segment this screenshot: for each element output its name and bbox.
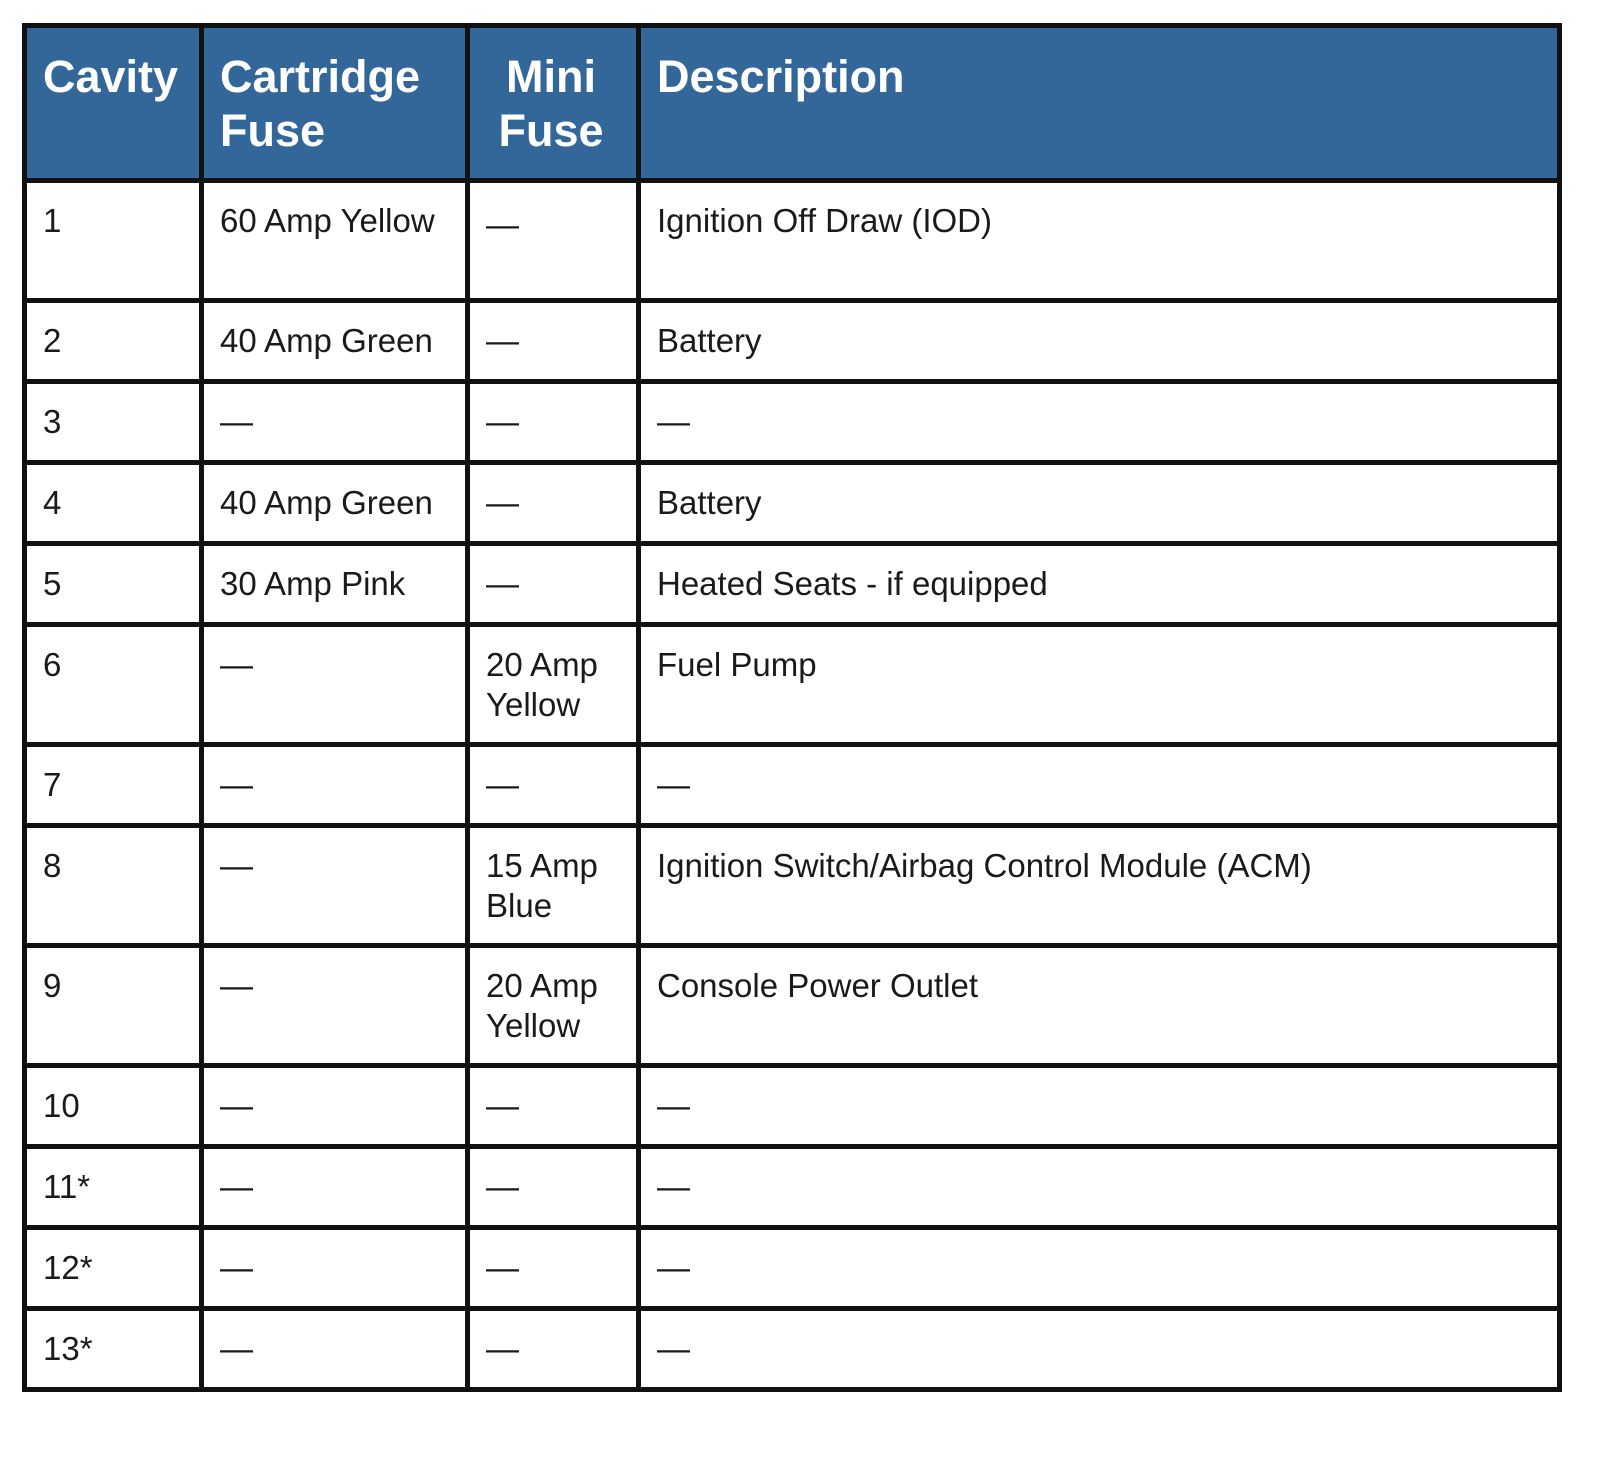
cell-mini: — (468, 181, 639, 301)
cell-cavity: 11* (25, 1147, 202, 1228)
cell-description: — (639, 382, 1560, 463)
fuse-table (22, 23, 1562, 1392)
cell-mini: 20 Amp Yellow (468, 946, 639, 1066)
cell-mini: — (468, 1066, 639, 1147)
table-header-row (25, 26, 1560, 181)
table-row (25, 1147, 1560, 1228)
cell-cavity: 6 (25, 625, 202, 745)
header-mini-fuse: Mini Fuse (468, 26, 639, 181)
table-row (25, 826, 1560, 946)
cell-cartridge: 40 Amp Green (202, 463, 468, 544)
table-row (25, 745, 1560, 826)
cell-cartridge: — (202, 382, 468, 463)
cell-cavity: 10 (25, 1066, 202, 1147)
cell-cavity: 3 (25, 382, 202, 463)
cell-cavity: 8 (25, 826, 202, 946)
cell-cartridge: — (202, 1228, 468, 1309)
cell-mini: — (468, 1309, 639, 1390)
cell-cartridge: 30 Amp Pink (202, 544, 468, 625)
cell-mini: 15 Amp Blue (468, 826, 639, 946)
cell-mini: — (468, 382, 639, 463)
cell-description: — (639, 1066, 1560, 1147)
table-row (25, 301, 1560, 382)
cell-description: Heated Seats - if equipped (639, 544, 1560, 625)
cell-cartridge: — (202, 745, 468, 826)
table-row (25, 1228, 1560, 1309)
header-cavity: Cavity (25, 26, 202, 181)
cell-cartridge: — (202, 1066, 468, 1147)
table-row (25, 1066, 1560, 1147)
cell-cavity: 4 (25, 463, 202, 544)
cell-description: Battery (639, 463, 1560, 544)
table-row (25, 544, 1560, 625)
cell-description: Console Power Outlet (639, 946, 1560, 1066)
table-row (25, 625, 1560, 745)
cell-cartridge: — (202, 1147, 468, 1228)
cell-mini: — (468, 745, 639, 826)
cell-mini: — (468, 1147, 639, 1228)
cell-description: — (639, 1228, 1560, 1309)
cell-description: — (639, 1309, 1560, 1390)
cell-description: Ignition Switch/Airbag Control Module (ACM) (639, 826, 1560, 946)
header-description: Description (639, 26, 1560, 181)
table-row (25, 1309, 1560, 1390)
table-row (25, 946, 1560, 1066)
cell-cavity: 9 (25, 946, 202, 1066)
cell-cavity: 7 (25, 745, 202, 826)
cell-description: Fuel Pump (639, 625, 1560, 745)
cell-mini: — (468, 463, 639, 544)
cell-cavity: 13* (25, 1309, 202, 1390)
cell-description: Ignition Off Draw (IOD) (639, 181, 1560, 301)
cell-description: — (639, 1147, 1560, 1228)
cell-cavity: 1 (25, 181, 202, 301)
cell-cavity: 12* (25, 1228, 202, 1309)
table-row (25, 463, 1560, 544)
cell-mini: — (468, 1228, 639, 1309)
cell-cartridge: 60 Amp Yellow (202, 181, 468, 301)
cell-mini: — (468, 544, 639, 625)
cell-cartridge: — (202, 1309, 468, 1390)
table-row (25, 382, 1560, 463)
cell-cartridge: — (202, 625, 468, 745)
cell-mini: — (468, 301, 639, 382)
cell-cartridge: 40 Amp Green (202, 301, 468, 382)
header-cartridge-fuse: Cartridge Fuse (202, 26, 468, 181)
cell-cartridge: — (202, 826, 468, 946)
cell-cavity: 5 (25, 544, 202, 625)
table-row (25, 181, 1560, 301)
cell-mini: 20 Amp Yellow (468, 625, 639, 745)
cell-description: Battery (639, 301, 1560, 382)
cell-cartridge: — (202, 946, 468, 1066)
cell-description: — (639, 745, 1560, 826)
cell-cavity: 2 (25, 301, 202, 382)
